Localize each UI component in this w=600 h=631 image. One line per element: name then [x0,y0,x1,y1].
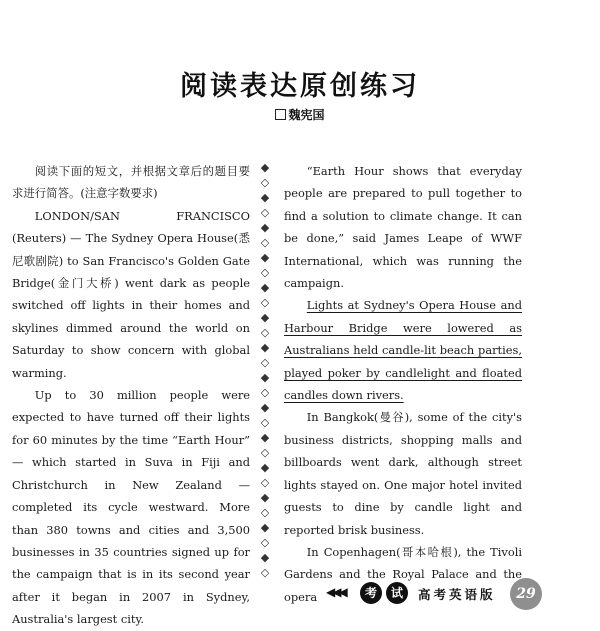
page-number: 29 [510,578,542,610]
article-paragraph: Up to 30 million people were expected to have turned off their lights for 60 minutes by the time “Earth Hour” — which started in Suva in Fiji and Christchurch in New Zealand — completed its cycle westward. More than 380 towns and cities and 3,500 businesses in 35 countries signed up for the campaign that is in its second year after it began in 2007 in Sydney, Australia's largest city. [12,388,250,627]
ornamental-divider: ◆ ◇ ◆ ◇ ◆ ◇ ◆ ◇ ◆ ◇ ◆ ◇ ◆ ◇ ◆ ◇ ◆ ◇ ◆ ◇ ◆ ◇ ◆ ◇ ◆ ◇ ◆ ◇ [260,161,270,579]
article-paragraph: LONDON/SAN FRANCISCO (Reuters) — The Sydney Opera House(悉尼歌剧院) to San Francisco's Golden Gate Bridge(金门大桥) went dark as people switched off lights in their homes and skylines dimmed around the world on Saturday to show concern with global warming. [12,208,250,380]
series-title: 高考英语版 [418,587,496,602]
underlined-paragraph: Lights at Sydney's Opera House and Harbour Bridge were lowered as Australians held candle-lit beach parties, played poker by candlelight and floated candles down rivers. [284,298,522,403]
test-badge: 试 [386,582,408,604]
author-line [0,106,600,123]
article-paragraph: “Earth Hour shows that everyday people are prepared to pull together to find a solution to climate change. It can be done,” said James Leape of WWF International, which was running the campaign. [284,164,522,291]
instruction-paragraph: 阅读下面的短文，并根据文章后的题目要求进行简答。(注意字数要求) [12,164,250,201]
page-title: 阅读表达原创练习 [180,71,420,102]
author-name: 魏宪国 [288,108,325,122]
right-column [284,160,522,608]
arrow-icon: ◀◀◀ [326,585,345,599]
article-paragraph: In Bangkok(曼谷), some of the city's business districts, shopping malls and billboards went dark, although street lights stayed on. One major hotel invited guests to dine by candle light and reported brisk business. [284,410,522,537]
exam-badge: 考 [360,582,382,604]
left-column [12,160,250,631]
author-box-icon [275,109,286,120]
article-paragraph: In Copenhagen(哥本哈根), the Tivoli Gardens and the Royal Palace and the opera [284,544,522,604]
